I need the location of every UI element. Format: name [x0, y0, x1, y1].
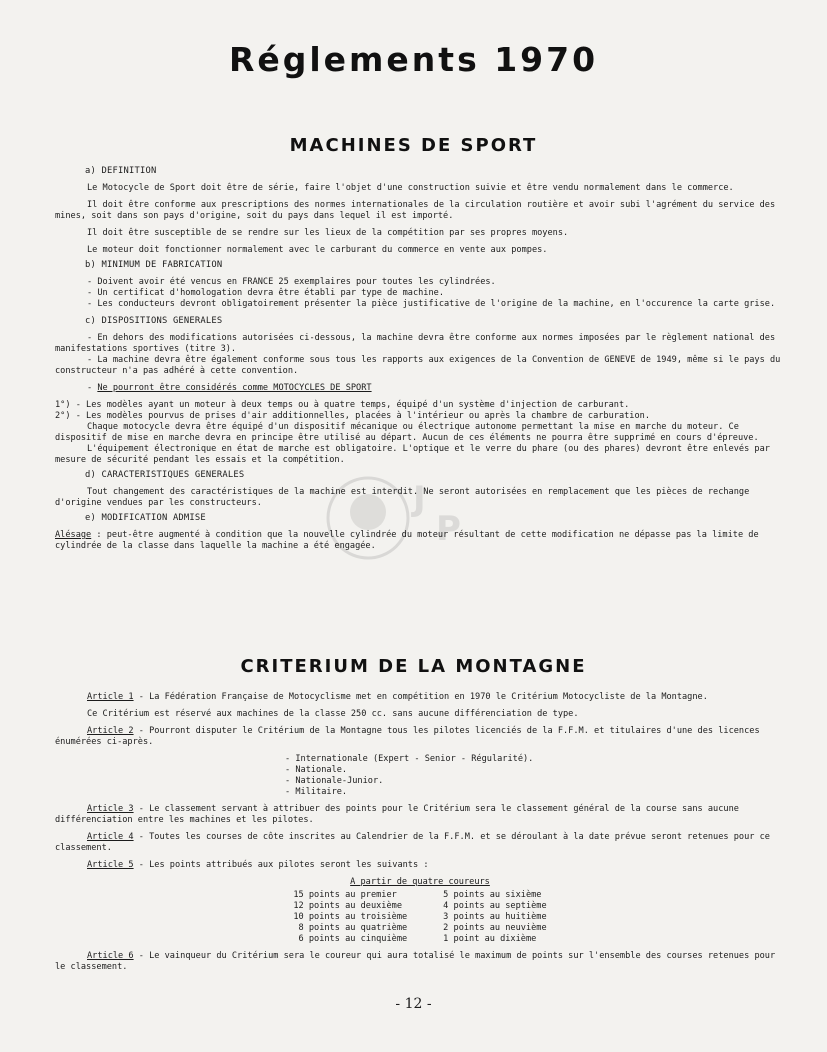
list-item: 1°) - Les modèles ayant un moteur à deux temps ou à quatre temps, équipé d'un système d'injection de carburant. [55, 400, 630, 410]
paragraph: Le Motocycle de Sport doit être de série, faire l'objet d'une construction suivie et être vendu normalement dans le commerce. [87, 183, 734, 193]
points-row: 2 points au neuvième [443, 923, 547, 933]
article-label: Article 2 [87, 726, 134, 736]
heading-minimum-fabrication: b) MINIMUM DE FABRICATION [85, 260, 223, 270]
licences-list [285, 754, 785, 798]
heading-definition: a) DEFINITION [85, 166, 157, 176]
paragraph-alesage [55, 530, 785, 552]
points-column-2 [443, 890, 546, 945]
list-item: - Nationale-Junior. [285, 776, 384, 786]
article-text: - Le vainqueur du Critérium sera le coureur qui aura totalisé le maximum de points sur l'ensemble des courses retenues pour le classement. [55, 951, 776, 972]
section-title-machines-de-sport: MACHINES DE SPORT [289, 135, 538, 156]
paragraph: Ce Critérium est réservé aux machines de la classe 250 cc. sans aucune différenciation de type. [87, 709, 579, 719]
list-item: - Internationale (Expert - Senior - Régularité). [285, 754, 534, 764]
article-text: - Toutes les courses de côte inscrites au Calendrier de la F.F.M. et se déroulant à la date prévue seront retenues pour ce classement. [55, 832, 770, 853]
list-item: - Nationale. [285, 765, 348, 775]
points-row: 1 point au dixième [443, 934, 537, 944]
list-item: - Doivent avoir été vencus en FRANCE 25 exemplaires pour toutes les cylindrées. [87, 277, 496, 287]
points-row: 10 points au troisième [293, 912, 408, 922]
points-column-1 [293, 890, 407, 945]
paragraph: - La machine devra être également conforme sous tous les rapports aux exigences de la Convention de GENEVE de 1949, même si le pays du constructeur n'a pas adhéré à cette convention. [55, 355, 781, 376]
article-6 [55, 951, 785, 973]
paragraph: Chaque motocycle devra être équipé d'un dispositif mécanique ou électrique autonome permettant la mise en marche du moteur. Ce dispositif de mise en marche devra en principe être utilisé au départ. Aucun de ces éléments ne pourra être supprimé en cours d'épreuve. [55, 422, 759, 443]
list-item: - Militaire. [285, 787, 348, 797]
points-row: 5 points au sixième [443, 890, 542, 900]
article-text: - La Fédération Française de Motocyclisme met en compétition en 1970 le Critérium Motocycliste de la Montagne. [133, 692, 708, 702]
list-item: 2°) - Les modèles pourvus de prises d'air additionnelles, placées à l'intérieur ou après la chambre de carburation. [55, 411, 650, 421]
article-5 [55, 860, 785, 871]
article-label: Article 3 [87, 804, 134, 814]
article-text: - Le classement servant à attribuer des points pour le Critérium sera le classement général de la course sans aucune différenciation entre les machines et les pilotes. [55, 804, 739, 825]
article-label: Article 6 [87, 951, 134, 961]
article-label: Article 4 [87, 832, 134, 842]
article-2 [55, 726, 785, 748]
page-title: Réglements 1970 [228, 40, 599, 79]
list-item: - Un certificat d'homologation devra être établi par type de machine. [87, 288, 444, 298]
article-text: - Les points attribués aux pilotes seront les suivants : [133, 860, 429, 870]
points-table [55, 890, 785, 945]
article-4 [55, 832, 785, 854]
points-row: 15 points au premier [293, 890, 397, 900]
points-row: 3 points au huitième [443, 912, 547, 922]
points-row: 6 points au cinquième [293, 934, 408, 944]
section-machines-de-sport [55, 166, 785, 552]
points-table-heading: A partir de quatre coureurs [350, 877, 490, 887]
points-row: 12 points au deuxième [293, 901, 402, 911]
heading-dispositions-generales: c) DISPOSITIONS GENERALES [85, 316, 223, 326]
points-row: 4 points au septième [443, 901, 547, 911]
paragraph: Tout changement des caractéristiques de la machine est interdit. Ne seront autorisées en remplacement que les pièces de rechange d'origine vendues par les constructeurs. [55, 487, 750, 508]
article-label: Article 1 [87, 692, 134, 702]
paragraph: Le moteur doit fonctionner normalement avec le carburant du commerce en vente aux pompes. [87, 245, 548, 255]
article-1 [55, 692, 785, 703]
dash: - [87, 383, 98, 393]
heading-caracteristiques-generales: d) CARACTERISTIQUES GENERALES [85, 470, 245, 480]
paragraph-exclusions [55, 383, 785, 394]
section-criterium [55, 692, 785, 973]
paragraph: - En dehors des modifications autorisées ci-dessous, la machine devra être conforme aux normes imposées par le règlement national des manifestations sportives (titre 3). [55, 333, 776, 354]
underlined-label: Alésage [55, 530, 92, 540]
svg-text:P: P [436, 509, 461, 549]
page-number: - 12 - [395, 996, 432, 1012]
article-text: - Pourront disputer le Critérium de la Montagne tous les pilotes licenciés de la F.F.M. et titulaires d'une des licences énumérées ci-après. [55, 726, 760, 747]
paragraph: L'équipement électronique en état de marche est obligatoire. L'optique et le verre du phare (ou des phares) devront être enlevés par mesure de sécurité pendant les essais et la compétition. [55, 444, 770, 465]
section-title-criterium: CRITERIUM DE LA MONTAGNE [240, 656, 587, 677]
article-label: Article 5 [87, 860, 134, 870]
underlined-text: Ne pourront être considérés comme MOTOCYCLES DE SPORT [97, 383, 372, 393]
article-3 [55, 804, 785, 826]
paragraph-text: : peut-être augmenté à condition que la nouvelle cylindrée du moteur résultant de cette modification ne dépasse pas la limite de cylindrée de la classe dans laquelle la machine a été engagée. [55, 530, 759, 551]
svg-text:J: J [413, 479, 426, 519]
points-row: 8 points au quatrième [293, 923, 408, 933]
heading-modification-admise: e) MODIFICATION ADMISE [85, 513, 206, 523]
paragraph: Il doit être conforme aux prescriptions des normes internationales de la circulation routière et avoir subi l'agrément du service des mines, soit dans son pays d'origine, soit du pays dans lequel il est importé. [55, 200, 776, 221]
list-item: - Les conducteurs devront obligatoirement présenter la pièce justificative de l'origine de la machine, en l'occurence la carte grise. [87, 299, 776, 309]
paragraph: Il doit être susceptible de se rendre sur les lieux de la compétition par ses propres moyens. [87, 228, 569, 238]
